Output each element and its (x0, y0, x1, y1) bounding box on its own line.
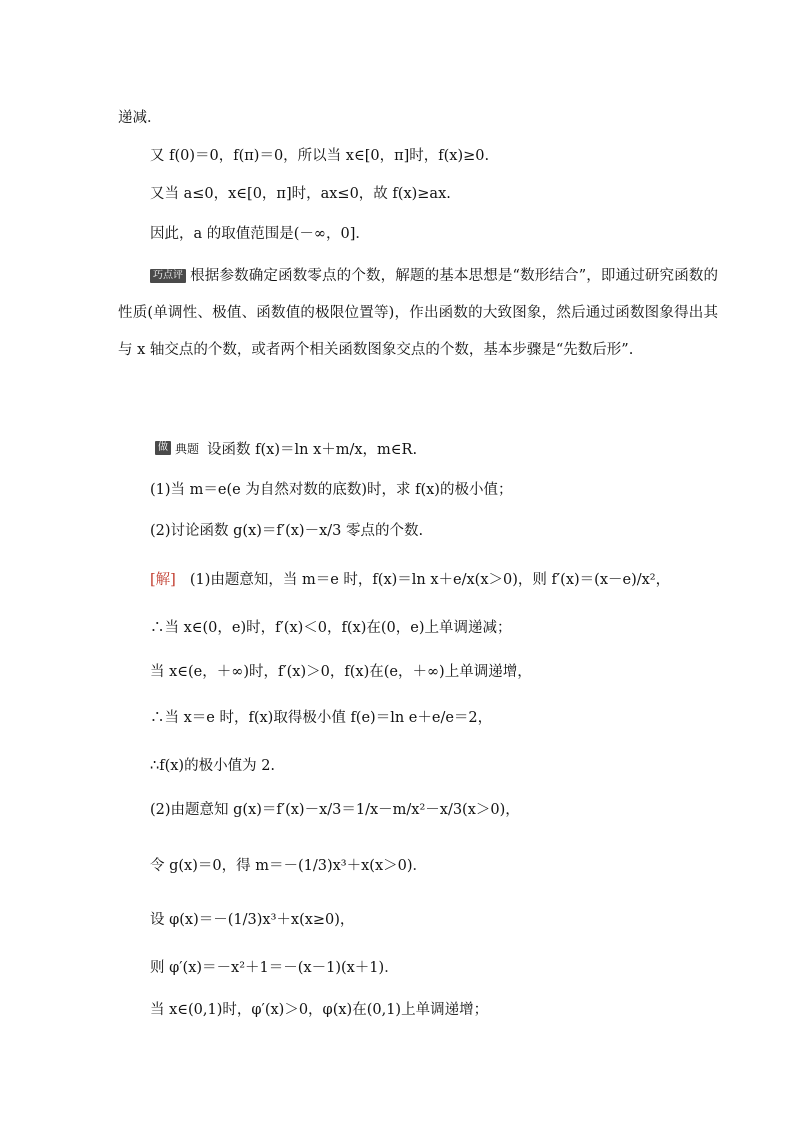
line-text: ∴当 x＝e 时，f(x)取得极小值 f(e)＝ln e＋e/e＝2， (150, 709, 493, 726)
line-text: 当 x∈(e，＋∞)时，f′(x)＞0，f(x)在(e，＋∞)上单调递增， (150, 663, 532, 680)
example-line (0, 428, 794, 468)
text-line (0, 509, 794, 549)
text-line (0, 696, 794, 736)
line-text: ∴当 x∈(0，e)时，f′(x)＜0，f(x)在(0，e)上单调递减； (150, 619, 512, 636)
line-text: 则 φ′(x)＝－x²＋1＝－(x－1)(x＋1)． (150, 959, 399, 976)
line-text: ∴f(x)的极小值为 2. (150, 757, 276, 774)
text-line (0, 844, 794, 884)
line-text: (2)讨论函数 g(x)＝f′(x)－x/3 零点的个数. (150, 522, 424, 539)
text-line (0, 788, 794, 828)
comment-badge: 巧点评 (150, 269, 186, 283)
solution-label: [解] (150, 571, 176, 588)
line-text: (2)由题意知 g(x)＝f′(x)－x/3＝1/x－m/x²－x/3(x＞0)， (150, 801, 520, 818)
line-text: 又当 a≤0，x∈[0，π]时，ax≤0，故 f(x)≥ax. (150, 185, 451, 202)
line-text: 又 f(0)＝0，f(π)＝0，所以当 x∈[0，π]时，f(x)≥0. (150, 147, 490, 164)
line-text: 递减． (118, 109, 162, 126)
example-text: 设函数 f(x)＝ln x＋m/x，m∈R. (207, 441, 418, 458)
solution-line (0, 558, 794, 598)
line-text: 因此，a 的取值范围是(－∞，0]． (150, 225, 370, 242)
line-text: 设 φ(x)＝－(1/3)x³＋x(x≥0)， (150, 911, 355, 928)
line-text: (1)由题意知，当 m＝e 时，f(x)＝ln x＋e/x(x＞0)，则 f′(x)＝(x－e)/x²， (189, 571, 671, 588)
text-line (0, 468, 794, 508)
line-text: (1)当 m＝e(e 为自然对数的底数)时，求 f(x)的极小值； (150, 481, 513, 498)
text-line (0, 96, 794, 136)
text-line (0, 172, 794, 212)
text-line (0, 212, 794, 252)
line-text: 令 g(x)＝0，得 m＝－(1/3)x³＋x(x＞0)． (150, 857, 428, 874)
comment-paragraph (118, 258, 718, 369)
text-line (0, 134, 794, 174)
text-line (0, 988, 794, 1028)
comment-text: 根据参数确定函数零点的个数，解题的基本思想是“数形结合”，即通过研究函数的性质(单调性、极值、函数值的极限位置等)，作出函数的大致图象，然后通过函数图象得出其与 x 轴交点的个数，或者两个相关函数图象交点的个数，基本步骤是“先数后形”. (118, 268, 718, 358)
line-text: 当 x∈(0,1)时，φ′(x)＞0，φ(x)在(0,1)上单调递增； (150, 1001, 489, 1018)
text-line (0, 650, 794, 690)
text-line (0, 606, 794, 646)
text-line (0, 898, 794, 938)
example-badge-sub: 典题 (175, 441, 200, 456)
text-line (0, 744, 794, 784)
example-badge: 做 (155, 441, 171, 455)
text-line (0, 946, 794, 986)
